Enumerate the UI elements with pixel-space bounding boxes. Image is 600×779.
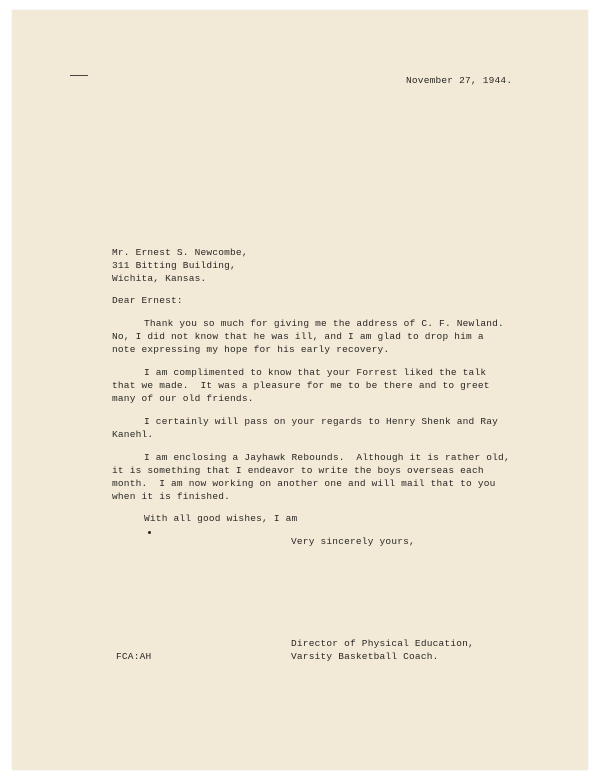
pencil-mark	[70, 75, 88, 76]
paragraph-4-line-3: month. I am now working on another one and will mail that to you	[112, 478, 496, 489]
paragraph-4-line-4: when it is finished.	[112, 491, 231, 502]
paragraph-4-line-2: it is something that I endeavor to write the boys overseas each	[112, 465, 484, 476]
ink-dot	[148, 531, 151, 534]
paragraph-3-line-2: Kanehl.	[112, 429, 154, 440]
recipient-street: 311 Bitting Building,	[112, 260, 236, 271]
salutation: Dear Ernest:	[112, 295, 183, 306]
typist-initials: FCA:AH	[116, 651, 152, 662]
paragraph-2-line-1: I am complimented to know that your Forrest liked the talk	[144, 367, 487, 378]
letter-date: November 27, 1944.	[406, 75, 513, 86]
recipient-name: Mr. Ernest S. Newcombe,	[112, 247, 248, 258]
paragraph-1-line-2: No, I did not know that he was ill, and I am glad to drop him a	[112, 331, 484, 342]
closing-line: With all good wishes, I am	[144, 513, 298, 524]
signoff: Very sincerely yours,	[291, 536, 415, 547]
paragraph-2-line-3: many of our old friends.	[112, 393, 254, 404]
recipient-city: Wichita, Kansas.	[112, 273, 207, 284]
paragraph-1-line-3: note expressing my hope for his early recovery.	[112, 344, 390, 355]
signer-title-1: Director of Physical Education,	[291, 638, 474, 649]
paragraph-3-line-1: I certainly will pass on your regards to Henry Shenk and Ray	[144, 416, 499, 427]
paragraph-2-line-2: that we made. It was a pleasure for me to be there and to greet	[112, 380, 490, 391]
signer-title-2: Varsity Basketball Coach.	[291, 651, 439, 662]
paragraph-4-line-1: I am enclosing a Jayhawk Rebounds. Although it is rather old,	[144, 452, 510, 463]
paragraph-1-line-1: Thank you so much for giving me the address of C. F. Newland.	[144, 318, 504, 329]
